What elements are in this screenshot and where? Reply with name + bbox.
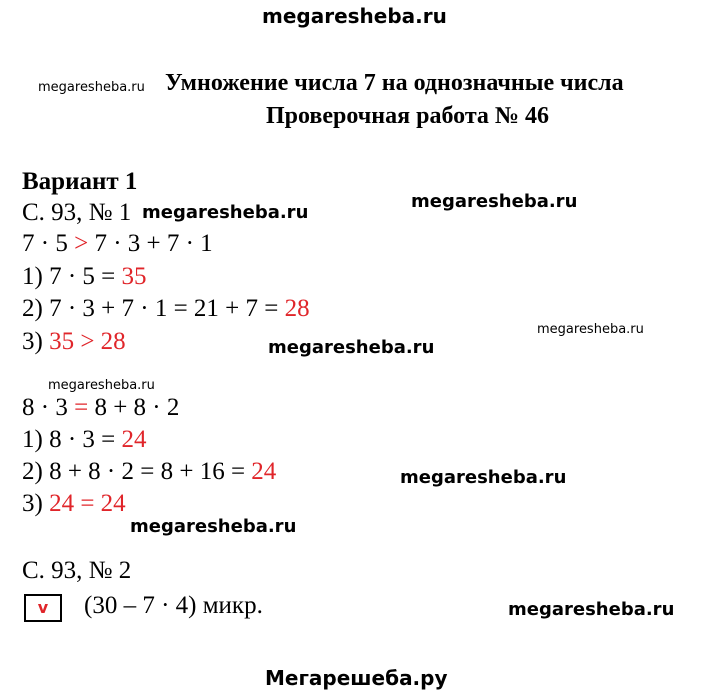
watermark-top: megaresheba.ru <box>262 4 447 28</box>
watermark-inline: megaresheba.ru <box>142 202 309 223</box>
step-result: 35 <box>121 263 147 290</box>
task1-reference: С. 93, № 1 <box>22 199 132 226</box>
step-result: 24 <box>251 458 277 485</box>
watermark-right-2: megaresheba.ru <box>508 599 675 620</box>
step-2-2 <box>22 458 276 486</box>
task2-answer: (30 – 7 · 4) микр. <box>84 592 263 619</box>
step-expression: 2) 8 + 8 · 2 = 8 + 16 = <box>22 458 246 485</box>
watermark-bottom: Мегарешеба.ру <box>265 666 448 690</box>
watermark-small-mid: megaresheba.ru <box>48 378 155 393</box>
step-expression: 1) 7 · 5 = <box>22 263 116 290</box>
watermark-small-right: megaresheba.ru <box>537 322 644 337</box>
watermark-right-1: megaresheba.ru <box>411 191 578 212</box>
check-mark-icon: v <box>37 598 49 617</box>
comparison-2 <box>22 394 179 422</box>
comparison-left: 8 · 3 <box>22 394 68 421</box>
step-expression: 2) 7 · 3 + 7 · 1 = 21 + 7 = <box>22 295 279 322</box>
watermark-mid-1: megaresheba.ru <box>268 337 435 358</box>
comparison-1 <box>22 230 213 258</box>
step-result: 24 = 24 <box>49 490 126 517</box>
step-expression: 3) <box>22 328 43 355</box>
page-subtitle: Проверочная работа № 46 <box>266 103 550 129</box>
step-expression: 1) 8 · 3 = <box>22 426 116 453</box>
step-result: 35 > 28 <box>49 328 126 355</box>
comparison-right: 8 + 8 · 2 <box>94 394 180 421</box>
step-expression: 3) <box>22 490 43 517</box>
step-1-1 <box>22 263 147 291</box>
watermark-small-left: megaresheba.ru <box>38 80 145 95</box>
comparison-right: 7 · 3 + 7 · 1 <box>94 230 213 257</box>
check-box <box>24 594 62 622</box>
watermark-mid-2: megaresheba.ru <box>400 467 567 488</box>
step-2-1 <box>22 426 147 454</box>
step-result: 28 <box>284 295 310 322</box>
variant-heading: Вариант 1 <box>22 168 138 195</box>
page-title: Умножение числа 7 на однозначные числа <box>165 70 624 96</box>
comparison-sign: = <box>74 394 89 421</box>
step-2-3 <box>22 490 126 518</box>
step-1-2 <box>22 295 310 323</box>
comparison-left: 7 · 5 <box>22 230 68 257</box>
step-result: 24 <box>121 426 147 453</box>
step-1-3 <box>22 328 126 356</box>
watermark-low-1: megaresheba.ru <box>130 516 297 537</box>
task2-reference: С. 93, № 2 <box>22 557 132 584</box>
comparison-sign: > <box>74 230 89 257</box>
